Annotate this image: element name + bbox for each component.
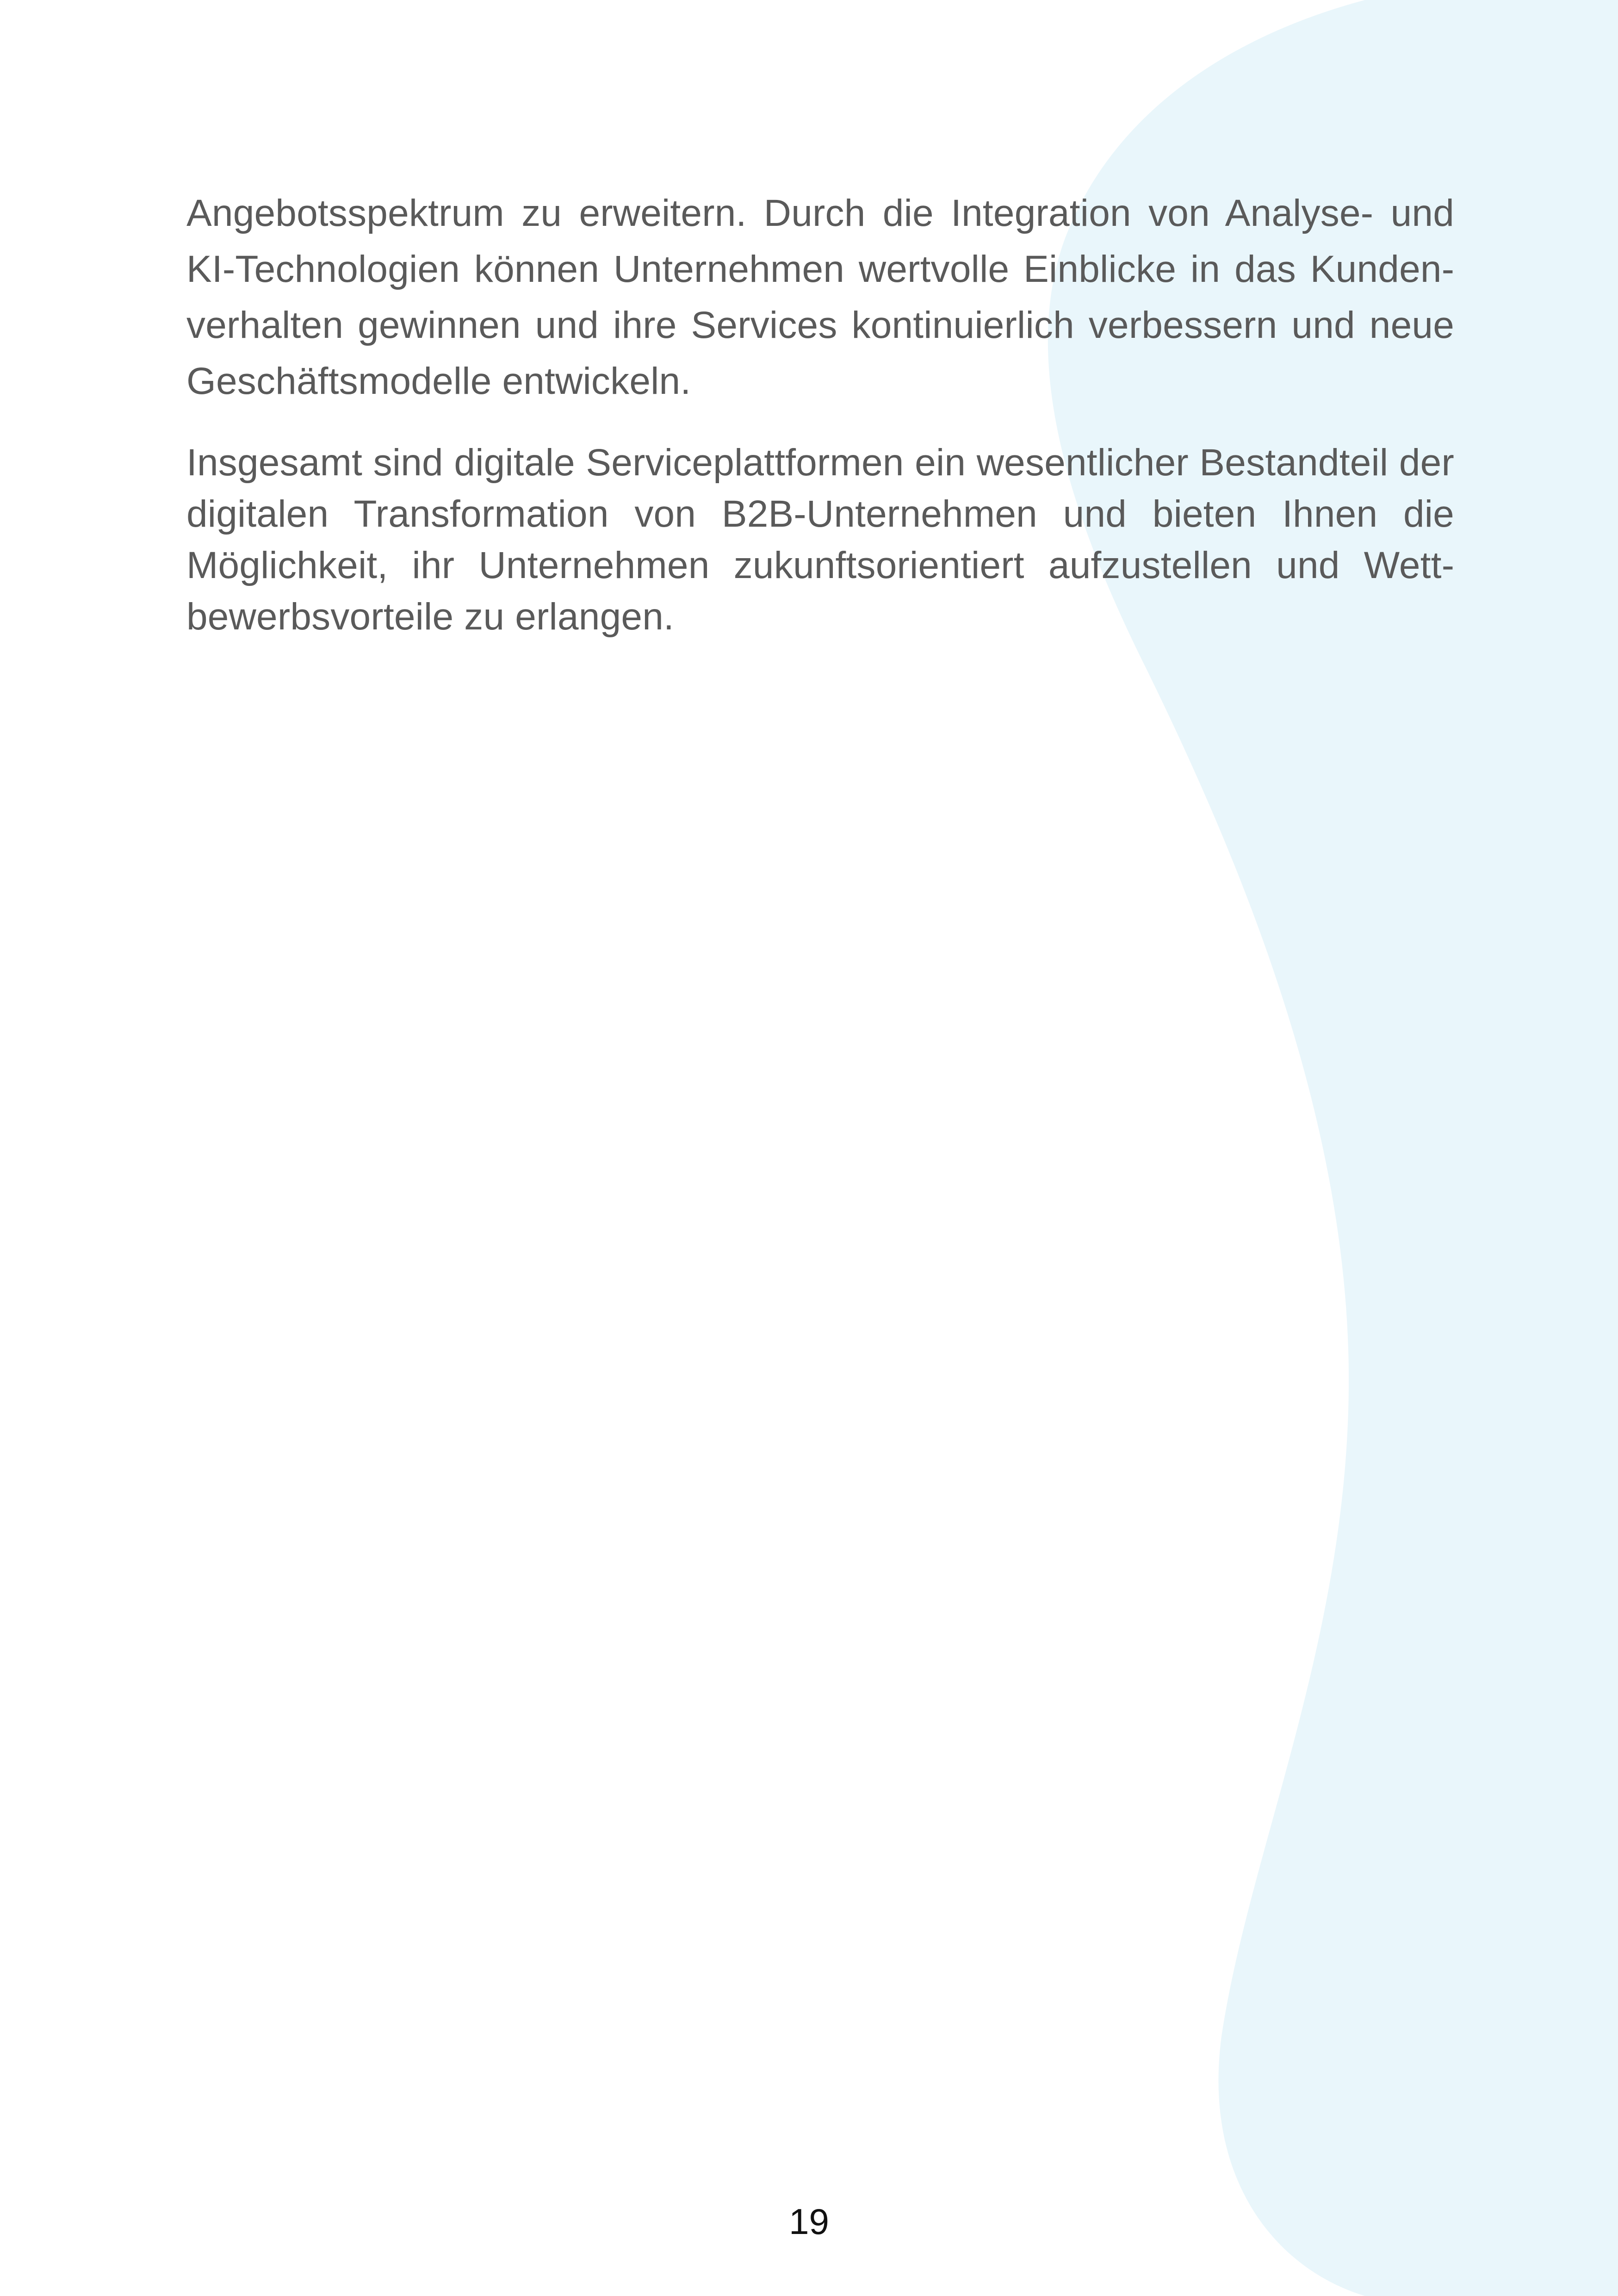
body-paragraph: Insgesamt sind digitale Serviceplattformen ein wesentlicher Bestandteil der digitalen Transformation von B2B-Unternehmen und bieten Ihnen die Möglichkeit, ihr Unternehmen zukunftsorientiert aufzustellen und Wettbewerbsvorteile zu erlangen. [186,442,1454,638]
body-paragraph: Angebotsspektrum zu erweitern. Durch die Integration von Analyse- und KI-Technologien können Unternehmen wertvolle Einblicke in das Kundenverhalten gewinnen und ihre Services kontinuierlich verbessern und neue Geschäftsmodelle entwickeln. [186,192,1454,402]
page-number: 19 [789,2201,829,2242]
document-body [186,185,1454,642]
